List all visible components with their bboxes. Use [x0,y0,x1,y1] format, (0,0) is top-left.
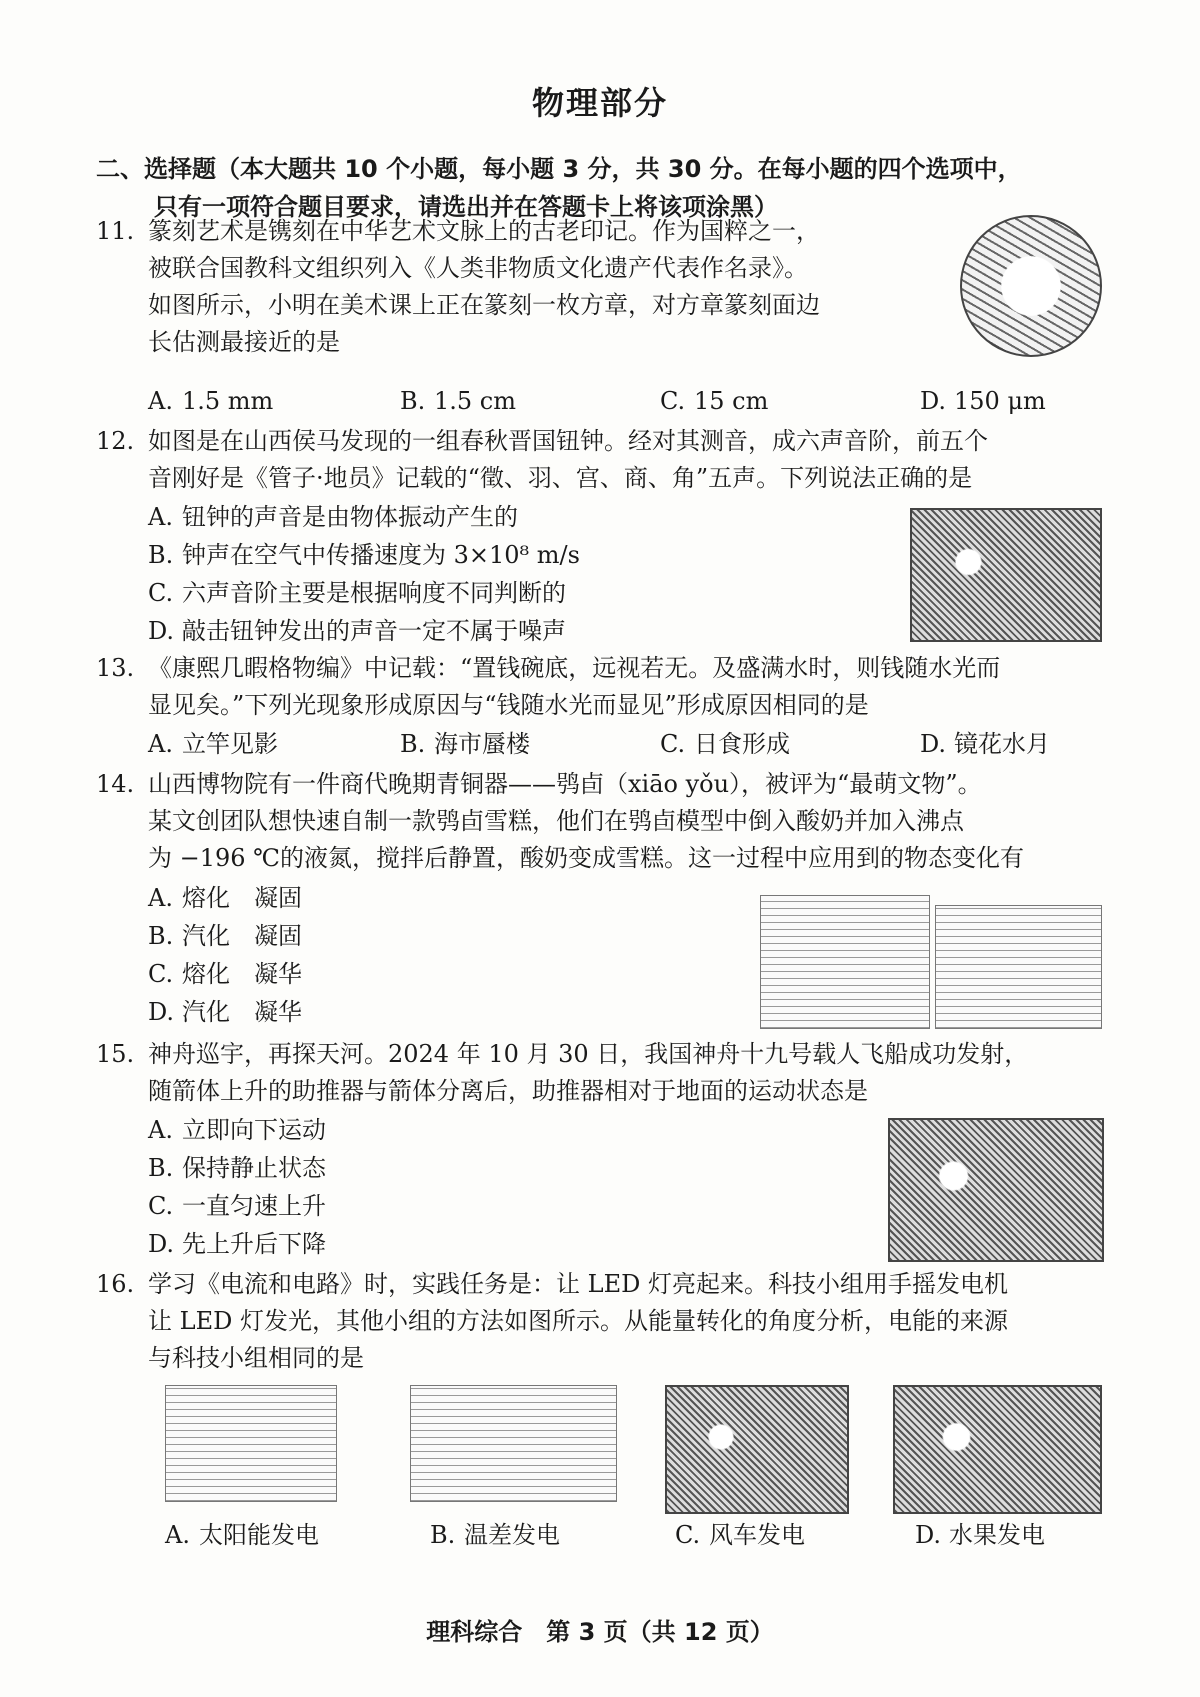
question-text-line: 神舟巡宇，再探天河。2024 年 10 月 30 日，我国神舟十九号载人飞船成功发射， [148,1040,1029,1068]
option-letter: A. [148,1116,173,1144]
option-letter: A. [148,884,173,912]
option-letter: C. [148,960,174,988]
section-line-2: 只有一项符合题目要求，请选出并在答题卡上将该项涂黑） [154,193,778,221]
option-text: 汽化 凝华 [182,998,302,1026]
section-line-1: 二、选择题（本大题共 10 个小题，每小题 3 分，共 30 分。在每小题的四个选项中， [96,155,1022,183]
option-text: 一直匀速上升 [182,1192,326,1220]
option-15a [148,1112,326,1149]
ice-cream-photo [935,905,1102,1029]
option-text: 熔化 凝固 [182,884,302,912]
question-text-line: 山西博物院有一件商代晚期青铜器——鸮卣（xiāo yǒu），被评为“最萌文物”。 [148,770,982,798]
option-letter: D. [920,730,947,758]
bell-photo [910,508,1102,642]
question-text-line: 被联合国教科文组织列入《人类非物质文化遗产代表作名录》。 [148,254,808,282]
question-text-line: 某文创团队想快速自制一款鸮卣雪糕，他们在鸮卣模型中倒入酸奶并加入沸点 [148,807,964,835]
windmill-photo [665,1385,849,1514]
option-letter: B. [430,1521,456,1549]
bronze-vessel-photo [760,895,930,1029]
option-16c [675,1515,805,1550]
option-16a [165,1515,319,1550]
option-text: 立竿见影 [182,730,278,758]
option-letter: A. [148,503,173,531]
option-14c [148,956,302,993]
option-text: 镜花水月 [954,730,1050,758]
question-number: 11. [96,217,135,245]
question-text-line: 音刚好是《管子·地员》记载的“徵、羽、宫、商、角”五声。下列说法正确的是 [148,464,973,492]
option-letter: A. [148,730,173,758]
question-number: 15. [96,1040,135,1068]
option-letter: B. [400,387,426,415]
question-text-line: 显见矣。”下列光现象形成原因与“钱随水光而显见”形成原因相同的是 [148,691,869,719]
option-text: 熔化 凝华 [182,960,302,988]
question-text-line: 长估测最接近的是 [148,328,340,356]
option-11d [920,383,1046,420]
option-text: 海市蜃楼 [434,730,530,758]
question-text-line: 如图所示，小明在美术课上正在篆刻一枚方章，对方章篆刻面边 [148,291,820,319]
question-number: 12. [96,427,135,455]
option-letter: B. [400,730,426,758]
option-text: 六声音阶主要是根据响度不同判断的 [182,579,566,607]
option-14d [148,994,302,1031]
option-text: 水果发电 [949,1521,1045,1549]
option-letter: C. [660,387,686,415]
option-11b [400,383,516,420]
option-15b [148,1150,326,1187]
option-letter: C. [675,1521,701,1549]
question-text-line: 与科技小组相同的是 [148,1344,364,1372]
question-text-line: 让 LED 灯发光，其他小组的方法如图所示。从能量转化的角度分析，电能的来源 [148,1307,1008,1335]
option-text: 风车发电 [709,1521,805,1549]
question-text-line: 为 −196 ℃的液氮，搅拌后静置，酸奶变成雪糕。这一过程中应用到的物态变化有 [148,844,1025,872]
option-letter: D. [920,387,947,415]
option-letter: D. [148,617,175,645]
option-11a [148,383,273,420]
question-number: 16. [96,1270,135,1298]
solar-power-photo [165,1385,337,1502]
option-16b [430,1515,560,1550]
option-16d [915,1515,1045,1550]
page-footer: 理科综合 第 3 页（共 12 页） [426,1618,774,1646]
option-text: 先上升后下降 [182,1230,326,1258]
option-letter: D. [915,1521,942,1549]
seal-carving-photo [960,215,1102,357]
option-13b [400,726,530,763]
option-letter: C. [148,1192,174,1220]
option-text: 汽化 凝固 [182,922,302,950]
option-text: 1.5 mm [182,387,274,415]
option-text: 钟声在空气中传播速度为 3×10⁸ m/s [182,541,580,569]
option-text: 15 cm [694,387,769,415]
option-13a [148,726,278,763]
option-12b [148,537,580,574]
option-12a [148,499,518,536]
option-14b [148,918,302,955]
option-letter: A. [148,387,173,415]
option-13d [920,726,1050,763]
option-11c [660,383,768,420]
option-text: 温差发电 [464,1521,560,1549]
question-text-line: 学习《电流和电路》时，实践任务是：让 LED 灯亮起来。科技小组用手摇发电机 [148,1270,1008,1298]
option-text: 钮钟的声音是由物体振动产生的 [182,503,518,531]
option-letter: C. [148,579,174,607]
thermoelectric-photo [410,1385,617,1502]
option-letter: A. [165,1521,190,1549]
option-letter: D. [148,1230,175,1258]
option-letter: B. [148,541,174,569]
option-15c [148,1188,326,1225]
rocket-launch-photo [888,1118,1104,1262]
option-letter: C. [660,730,686,758]
option-text: 日食形成 [694,730,790,758]
option-14a [148,880,302,917]
page-title: 物理部分 [531,84,668,122]
question-text-line: 如图是在山西侯马发现的一组春秋晋国钮钟。经对其测音，成六声音阶，前五个 [148,427,988,455]
option-12d [148,613,566,650]
option-text: 立即向下运动 [182,1116,326,1144]
option-text: 150 μm [954,387,1046,415]
fruit-battery-photo [893,1385,1102,1514]
option-text: 敲击钮钟发出的声音一定不属于噪声 [182,617,566,645]
option-letter: B. [148,922,174,950]
question-text-line: 随箭体上升的助推器与箭体分离后，助推器相对于地面的运动状态是 [148,1077,868,1105]
option-15d [148,1226,326,1263]
question-text-line: 《康熙几暇格物编》中记载：“置钱碗底，远视若无。及盛满水时，则钱随水光而 [148,654,1001,682]
option-letter: B. [148,1154,174,1182]
option-12c [148,575,566,612]
question-number: 13. [96,654,135,682]
question-number: 14. [96,770,135,798]
option-text: 保持静止状态 [182,1154,326,1182]
option-text: 1.5 cm [434,387,516,415]
option-letter: D. [148,998,175,1026]
question-text-line: 篆刻艺术是镌刻在中华艺术文脉上的古老印记。作为国粹之一， [148,217,820,245]
option-text: 太阳能发电 [199,1521,319,1549]
option-13c [660,726,790,763]
